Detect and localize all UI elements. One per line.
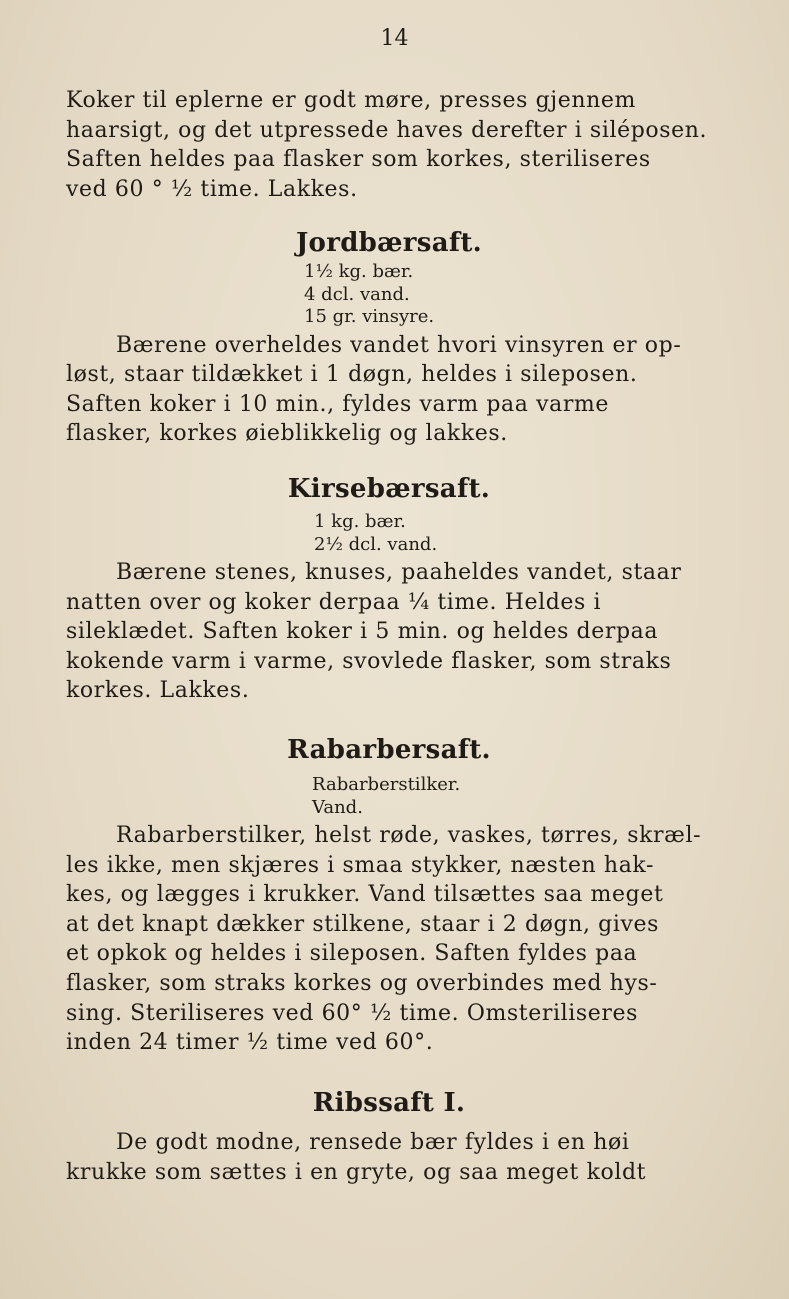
text-line: les ikke, men skjæres i smaa stykker, næsten hak-	[66, 852, 654, 878]
text-line: De godt modne, rensede bær fyldes i en høi	[116, 1130, 630, 1155]
section-rabarbersaft	[66, 733, 712, 1058]
text-line: sileklædet. Saften koker i 5 min. og heldes derpaa	[66, 619, 659, 645]
text-line: flasker, som straks korkes og overbindes med hys-	[66, 970, 658, 996]
ingredient-item: 1 kg. bær.	[314, 511, 406, 532]
recipe-heading: Kirsebærsaft.	[287, 474, 491, 504]
text-line: Saften koker i 10 min., fyldes varm paa varme	[66, 391, 610, 417]
text-line: haarsigt, og det utpressede haves derefter i siléposen.	[66, 117, 708, 143]
text-line: kokende varm i varme, svovlede flasker, som straks	[66, 648, 672, 674]
ingredient-item: 1½ kg. bær.	[304, 261, 414, 282]
text-line: Rabarberstilker, helst røde, vaskes, tørres, skræl-	[116, 823, 702, 848]
ingredient-item: 2½ dcl. vand.	[314, 533, 438, 555]
page-number: 14	[380, 26, 409, 51]
ingredient-item: 4 dcl. vand.	[304, 283, 410, 305]
text-line: sing. Steriliseres ved 60° ½ time. Omsteriliseres	[66, 1000, 639, 1026]
text-line: Saften heldes paa flasker som korkes, steriliseres	[66, 147, 651, 173]
text-line: at det knapt dækker stilkene, staar i 2 døgn, gives	[66, 911, 660, 937]
section-ribssaft	[66, 1086, 712, 1187]
ingredient-list	[304, 261, 712, 329]
ingredient-item: Rabarberstilker.	[312, 774, 461, 795]
ingredient-list	[312, 774, 712, 819]
text-line: løst, staar tildækket i 1 døgn, heldes i sileposen.	[66, 362, 638, 388]
text-line: korkes. Lakkes.	[66, 678, 250, 704]
recipe-heading: Ribssaft I.	[312, 1088, 466, 1118]
text-line: Bærene overheldes vandet hvori vinsyren er op-	[116, 332, 682, 358]
recipe-heading: Jordbærsaft.	[295, 228, 483, 258]
text-line: ved 60 ° ½ time. Lakkes.	[66, 176, 358, 202]
text-line: natten over og koker derpaa ¼ time. Heldes i	[66, 589, 602, 615]
text-line: inden 24 timer ½ time ved 60°.	[66, 1030, 434, 1056]
section-kirsebaersaft	[66, 472, 712, 706]
section-continued-recipe	[66, 86, 712, 204]
text-line: flasker, korkes øieblikkelig og lakkes.	[66, 421, 508, 447]
text-line: Bærene stenes, knuses, paaheldes vandet, staar	[116, 560, 682, 585]
text-line: et opkok og heldes i sileposen. Saften fyldes paa	[66, 941, 638, 967]
text-line: krukke som sættes i en gryte, og saa meget koldt	[66, 1159, 647, 1185]
text-line: Koker til eplerne er godt møre, presses gjennem	[66, 88, 636, 113]
ingredient-item: 15 gr. vinsyre.	[304, 306, 435, 327]
section-jordbaersaft	[66, 226, 712, 449]
recipe-heading: Rabarbersaft.	[287, 735, 491, 765]
ingredient-item: Vand.	[312, 796, 363, 818]
ingredient-list	[314, 511, 712, 556]
text-line: kes, og lægges i krukker. Vand tilsættes saa meget	[66, 882, 664, 908]
